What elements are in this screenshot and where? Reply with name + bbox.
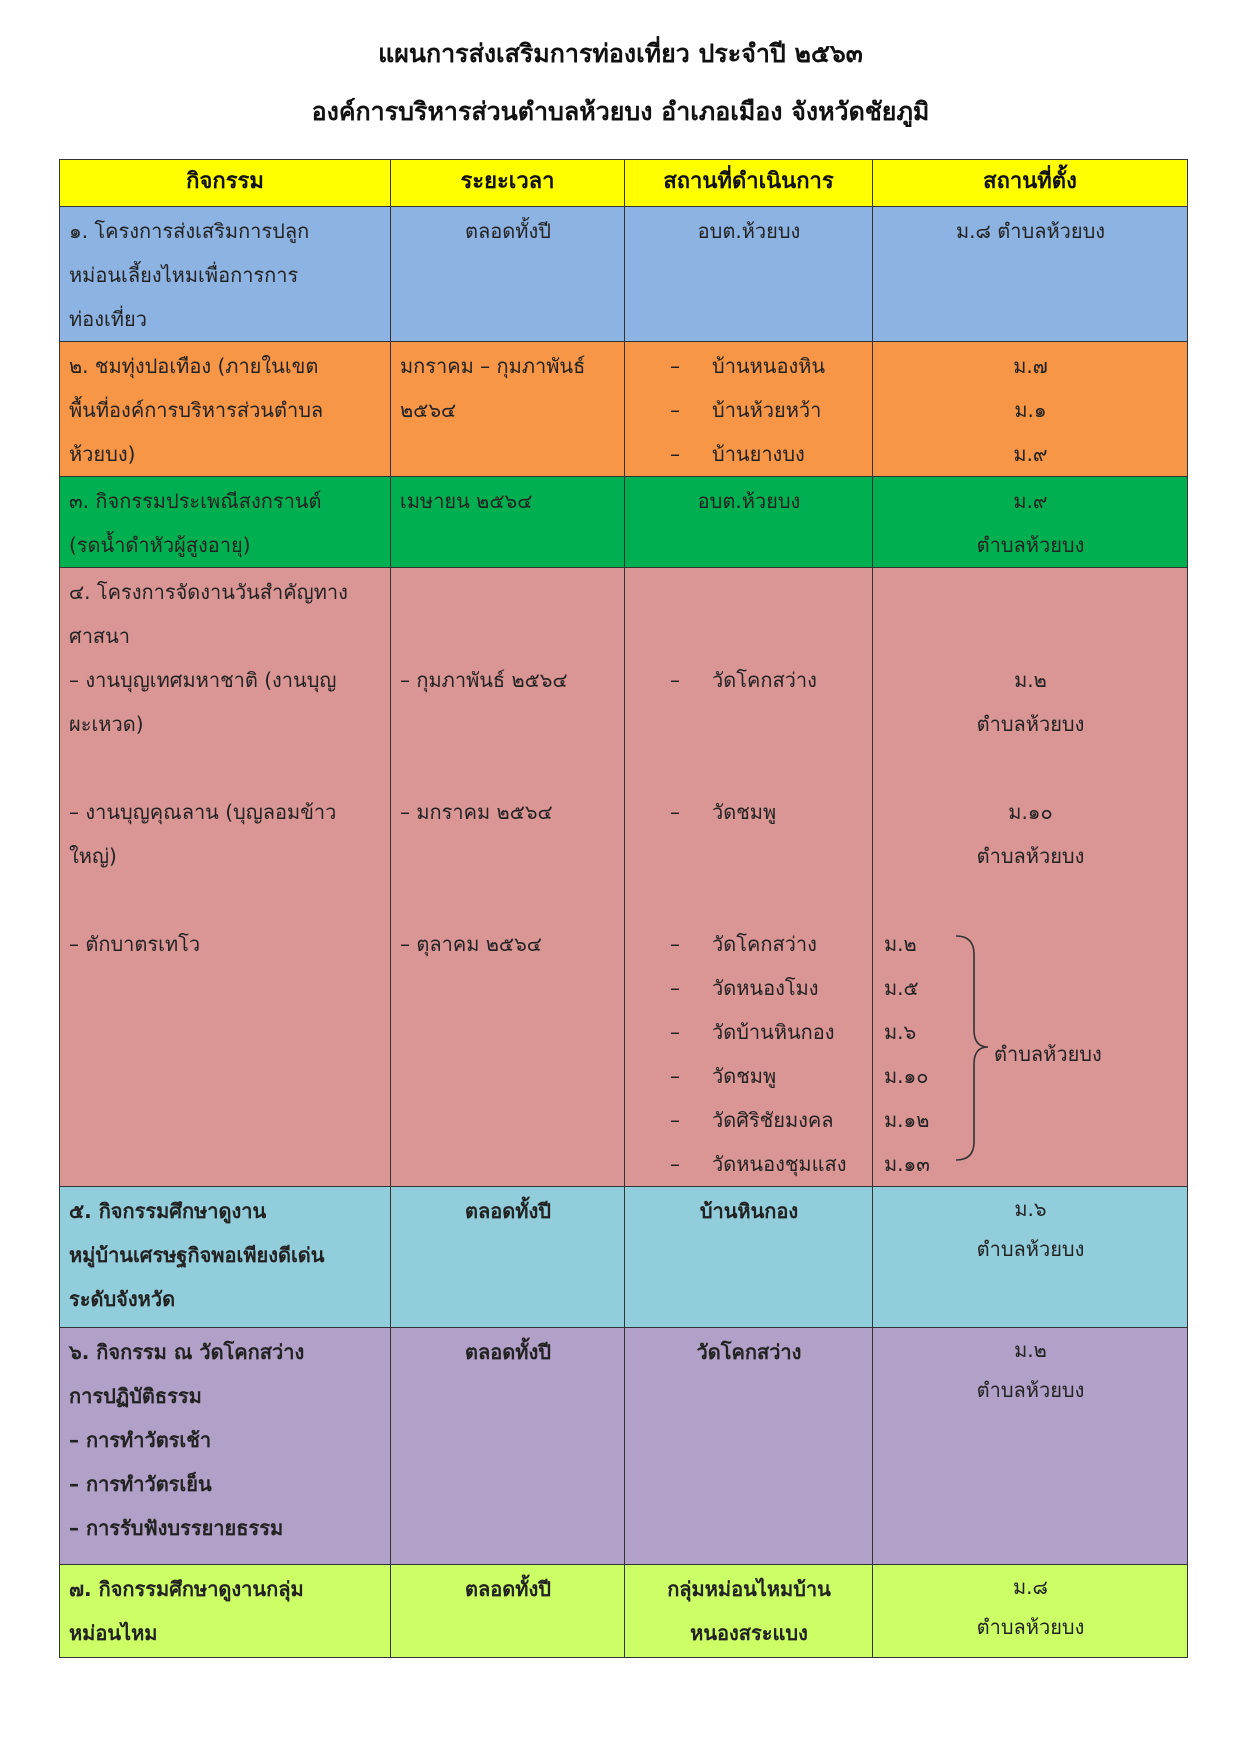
text-line: ตำบลห้วยบง — [976, 1615, 1085, 1639]
text-line: ม.๙ — [1013, 489, 1048, 513]
table-row — [60, 1565, 1188, 1658]
text-line: ๔. โครงการจัดงานวันสำคัญทาง — [69, 580, 348, 604]
venue-cell — [625, 342, 873, 477]
activity-cell — [60, 1565, 391, 1658]
text-line: ตำบลห้วยบง — [976, 1237, 1085, 1261]
activity-cell — [60, 1187, 391, 1328]
venue-line: – วัดหนองโมง — [670, 976, 819, 1000]
text-line: ม.๑๐ — [1008, 800, 1053, 824]
period-cell — [391, 207, 625, 342]
text-line: ม.๑ — [1014, 398, 1047, 422]
text-line: ๓. กิจกรรมประเพณีสงกรานต์ — [69, 489, 322, 513]
table-header-row — [60, 160, 1188, 207]
table-row — [60, 207, 1188, 342]
period-cell — [391, 1328, 625, 1565]
venue-line: – วัดบ้านหินกอง — [670, 1020, 835, 1044]
header-venue: สถานที่ดำเนินการ — [625, 160, 873, 207]
text-line: ม.๒ — [1014, 668, 1047, 692]
text-line: ผะเหวด) — [69, 712, 144, 736]
text-line: – การรับฟังบรรยายธรรม — [69, 1516, 284, 1540]
text-line: ตลอดทั้งปี — [465, 219, 551, 243]
venue-line: – บ้านหนองหิน — [670, 354, 826, 378]
text-line: ตลอดทั้งปี — [465, 1577, 551, 1601]
text-line: ท่องเที่ยว — [69, 307, 147, 331]
text-line: ตำบลห้วยบง — [976, 533, 1085, 557]
text-line: – การทำวัตรเช้า — [69, 1428, 212, 1452]
activity-cell — [60, 1328, 391, 1565]
text-line: หม่อนเลี้ยงไหมเพื่อการการ — [69, 263, 299, 287]
text-line: ม.๘ — [1013, 1575, 1048, 1599]
text-line: ตำบลห้วยบง — [976, 712, 1085, 736]
venue-cell — [625, 207, 873, 342]
text-line: ๖. กิจกรรม ณ วัดโคกสว่าง — [69, 1340, 305, 1364]
period-cell — [391, 477, 625, 568]
moo-item: ม.๒ — [884, 932, 917, 956]
venue-line: – วัดชมพู — [670, 800, 777, 824]
venue-cell — [625, 1328, 873, 1565]
text-line: ม.๙ — [1013, 442, 1048, 466]
text-line: ๕. กิจกรรมศึกษาดูงาน — [69, 1199, 267, 1223]
table-row — [60, 568, 1188, 1187]
period-cell — [391, 342, 625, 477]
text-line: วัดโคกสว่าง — [696, 1340, 802, 1364]
venue-line: – วัดชมพู — [670, 1064, 777, 1088]
text-line: – ตักบาตรเทโว — [69, 932, 201, 956]
text-line: ตำบลห้วยบง — [976, 1378, 1085, 1402]
moo-item: ม.๑๒ — [884, 1108, 930, 1132]
text-line: เมษายน ๒๕๖๔ — [400, 489, 533, 513]
venue-cell — [625, 1187, 873, 1328]
text-line: ๗. กิจกรรมศึกษาดูงานกลุ่ม — [69, 1577, 304, 1601]
header-location: สถานที่ตั้ง — [873, 160, 1188, 207]
text-line: ตลอดทั้งปี — [465, 1340, 551, 1364]
moo-item: ม.๖ — [884, 1020, 917, 1044]
text-line: หมู่บ้านเศรษฐกิจพอเพียงดีเด่น — [69, 1243, 325, 1267]
text-line: ๒๕๖๔ — [400, 398, 457, 422]
venue-cell — [625, 477, 873, 568]
document-subtitle: องค์การบริหารส่วนตำบลห้วยบง อำเภอเมือง จังหวัดชัยภูมิ — [311, 97, 930, 126]
group-label: ตำบลห้วยบง — [994, 1042, 1102, 1066]
text-line: ม.๗ — [1013, 354, 1048, 378]
text-line: – ตุลาคม ๒๕๖๔ — [400, 932, 542, 956]
text-line: บ้านหินกอง — [699, 1199, 799, 1223]
location-cell — [873, 477, 1188, 568]
venue-line: – วัดโคกสว่าง — [670, 668, 817, 692]
location-cell — [873, 207, 1188, 342]
text-line: ม.๖ — [1014, 1197, 1047, 1221]
text-line: อบต.ห้วยบง — [697, 489, 801, 513]
period-cell — [391, 1187, 625, 1328]
text-line: ม.๒ — [1014, 1338, 1047, 1362]
venue-cell — [625, 568, 873, 1187]
tourism-plan-table — [59, 159, 1188, 1658]
document-title: แผนการส่งเสริมการท่องเที่ยว ประจำปี ๒๕๖๓ — [378, 39, 863, 68]
table-row — [60, 1328, 1188, 1565]
venue-line: – วัดศิริชัยมงคล — [670, 1108, 834, 1132]
activity-cell — [60, 477, 391, 568]
venue-line: – วัดโคกสว่าง — [670, 932, 817, 956]
text-line: ๑. โครงการส่งเสริมการปลูก — [69, 219, 310, 243]
moo-group — [882, 922, 1179, 1186]
moo-list — [884, 922, 930, 1186]
text-line: ตลอดทั้งปี — [465, 1199, 551, 1223]
venue-line: – วัดหนองชุมแสง — [670, 1152, 847, 1176]
table-row — [60, 342, 1188, 477]
moo-item: ม.๕ — [884, 976, 919, 1000]
text-line: ห้วยบง) — [69, 442, 136, 466]
location-cell — [873, 1328, 1188, 1565]
text-line: – การทำวัตรเย็น — [69, 1472, 212, 1496]
text-line: (รดน้ำดำหัวผู้สูงอายุ) — [69, 533, 251, 557]
period-cell — [391, 568, 625, 1187]
text-line: – งานบุญเทศมหาชาติ (งานบุญ — [69, 668, 337, 692]
text-line: ม.๘ ตำบลห้วยบง — [955, 219, 1106, 243]
text-line: ใหญ่) — [69, 844, 117, 868]
moo-item: ม.๑๐ — [884, 1064, 929, 1088]
text-line: การปฏิบัติธรรม — [69, 1384, 202, 1408]
venue-line: – บ้านยางบง — [670, 442, 805, 466]
header-period: ระยะเวลา — [391, 160, 625, 207]
text-line: หม่อนไหม — [69, 1621, 158, 1645]
moo-item: ม.๑๓ — [884, 1152, 930, 1176]
location-cell — [873, 1187, 1188, 1328]
text-line: ตำบลห้วยบง — [976, 844, 1085, 868]
text-line: ๒. ชมทุ่งปอเทือง (ภายในเขต — [69, 354, 319, 378]
text-line: – กุมภาพันธ์ ๒๕๖๔ — [400, 668, 568, 692]
activity-cell — [60, 342, 391, 477]
text-line: กลุ่มหม่อนไหมบ้าน — [667, 1577, 831, 1601]
text-line: พื้นที่องค์การบริหารส่วนตำบล — [69, 398, 324, 422]
table-row — [60, 1187, 1188, 1328]
venue-line: – บ้านห้วยหว้า — [670, 398, 822, 422]
activity-cell — [60, 568, 391, 1187]
text-line: มกราคม – กุมภาพันธ์ — [400, 354, 586, 378]
location-cell — [873, 1565, 1188, 1658]
text-line: – มกราคม ๒๕๖๔ — [400, 800, 553, 824]
right-brace-icon — [954, 934, 990, 1164]
location-cell — [873, 568, 1188, 1187]
table-row — [60, 477, 1188, 568]
header-activity: กิจกรรม — [60, 160, 391, 207]
activity-cell — [60, 207, 391, 342]
period-cell — [391, 1565, 625, 1658]
text-line: อบต.ห้วยบง — [697, 219, 801, 243]
location-cell — [873, 342, 1188, 477]
venue-cell — [625, 1565, 873, 1658]
text-line: ศาสนา — [69, 624, 131, 648]
text-line: – งานบุญคุณลาน (บุญลอมข้าว — [69, 800, 337, 824]
text-line: หนองสระแบง — [690, 1621, 808, 1645]
text-line: ระดับจังหวัด — [69, 1287, 176, 1311]
